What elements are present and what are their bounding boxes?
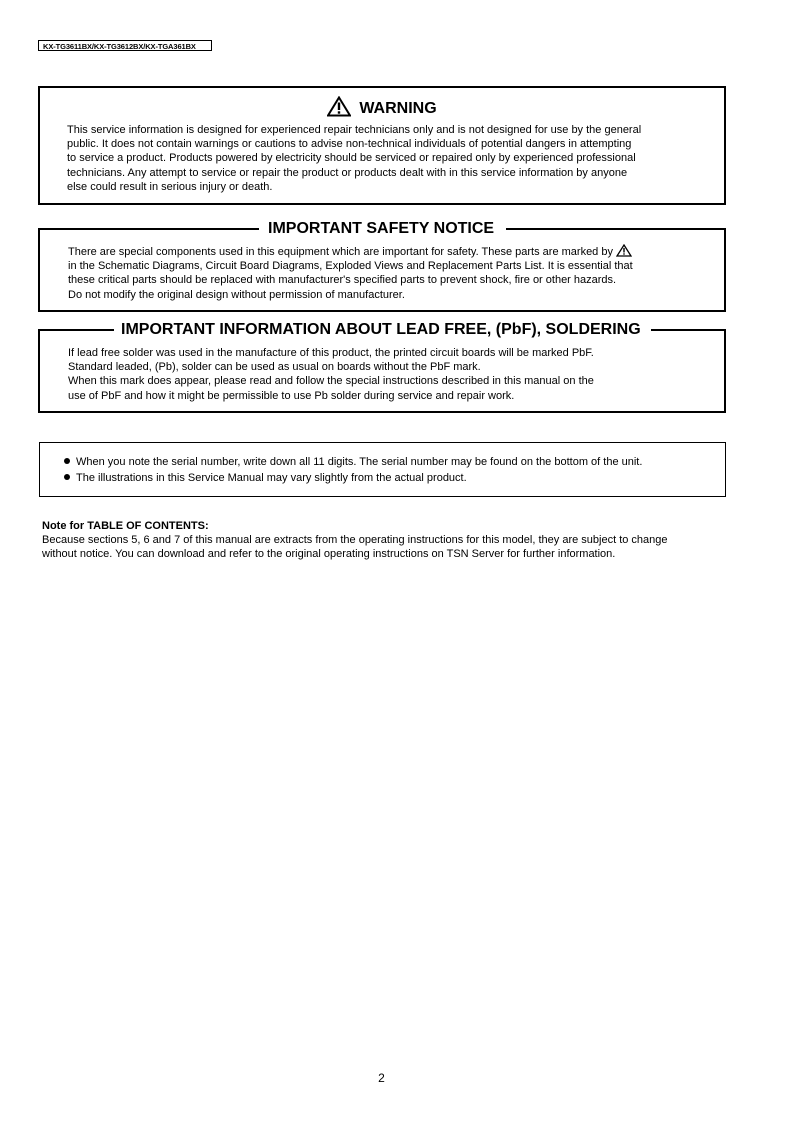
lead-free-title: IMPORTANT INFORMATION ABOUT LEAD FREE, (PbF), SOLDERING [121, 321, 641, 338]
text-line: use of PbF and how it might be permissible to use Pb solder during service and repair work. [68, 389, 515, 402]
text-line: Do not modify the original design without permission of manufacturer. [68, 288, 405, 301]
text-line: in the Schematic Diagrams, Circuit Board Diagrams, Exploded Views and Replacement Parts List. It is essential that [68, 260, 633, 273]
text-line: This service information is designed for experienced repair technicians only and is not designed for use by the general [67, 124, 642, 136]
lead-free-box [38, 321, 726, 413]
divider [38, 228, 259, 230]
lead-free-text [68, 346, 594, 403]
text-line: to service a product. Products powered by electricity should be serviced or repaired only by experienced professional [67, 152, 636, 165]
text-line: technicians. Any attempt to service or repair the product or products dealt with in this service information by anyone [67, 166, 628, 179]
note-text: The illustrations in this Service Manual may vary slightly from the actual product. [76, 472, 467, 484]
text-span: There are special components used in this equipment which are important for safety. These parts are marked by [68, 246, 613, 258]
safety-notice-box [38, 220, 726, 312]
text-line: these critical parts should be replaced with manufacturer's specified parts to prevent shock, fire or other hazards. [68, 274, 617, 287]
safety-heading [40, 219, 724, 239]
text-line: When this mark does appear, please read and follow the special instructions described in this manual on the [68, 375, 594, 388]
bullet-icon [64, 474, 70, 480]
warning-triangle-icon [327, 96, 351, 117]
warning-title: WARNING [359, 100, 437, 117]
divider [506, 228, 726, 230]
text-line: else could result in serious injury or death. [67, 180, 273, 193]
text-line: If lead free solder was used in the manufacture of this product, the printed circuit boards will be marked PbF. [68, 347, 594, 359]
warning-text [67, 123, 641, 194]
text-line: Because sections 5, 6 and 7 of this manual are extracts from the operating instructions for this model, they are subject to change [42, 534, 668, 546]
toc-note-text [42, 533, 668, 561]
safety-mark-icon [616, 244, 632, 257]
text-line: without notice. You can download and refer to the original operating instructions on TSN Server for further information. [42, 548, 616, 561]
bullet-icon [64, 458, 70, 464]
text-line: public. It does not contain warnings or cautions to advise non-technical individuals of potential dangers in attempting [67, 138, 632, 151]
safety-text [68, 244, 633, 302]
warning-box [38, 86, 726, 205]
notes-box [39, 442, 726, 497]
model-header: KX-TG3611BX/KX-TG3612BX/KX-TGA361BX [38, 40, 212, 51]
note-text: When you note the serial number, write down all 11 digits. The serial number may be found on the bottom of the unit. [76, 456, 643, 468]
lead-free-heading [40, 320, 724, 340]
divider [651, 329, 726, 331]
text-line [68, 244, 633, 259]
list-item [64, 471, 467, 485]
text-line: Standard leaded, (Pb), solder can be used as usual on boards without the PbF mark. [68, 361, 481, 374]
list-item [64, 455, 642, 469]
toc-note-title: Note for TABLE OF CONTENTS: [42, 520, 209, 532]
divider [38, 329, 114, 331]
safety-title: IMPORTANT SAFETY NOTICE [268, 220, 495, 237]
page-number: 2 [378, 1071, 385, 1085]
warning-heading [40, 96, 724, 119]
